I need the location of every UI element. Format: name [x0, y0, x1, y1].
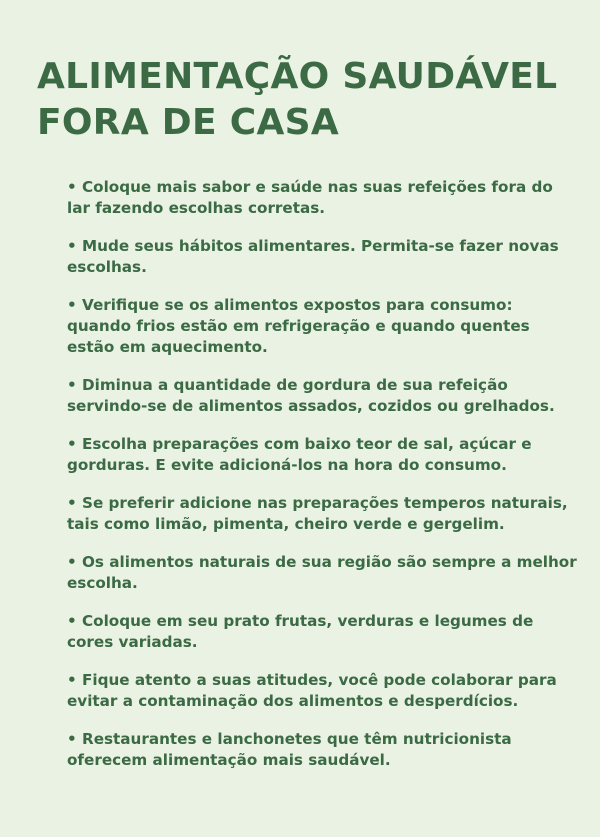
list-item — [67, 295, 577, 358]
bullet-marker: • — [67, 237, 77, 255]
bullet-marker: • — [67, 296, 77, 314]
list-item — [67, 611, 577, 653]
list-item — [67, 670, 577, 712]
list-item-text: Diminua a quantidade de gordura de sua refeição servindo-se de alimentos assados, cozidos ou grelhados. — [67, 376, 555, 415]
list-item — [67, 729, 577, 771]
list-item-text: Restaurantes e lanchonetes que têm nutricionista oferecem alimentação mais saudável. — [67, 730, 512, 769]
list-item-text: Fique atento a suas atitudes, você pode colaborar para evitar a contaminação dos alimentos e desperdícios. — [67, 671, 557, 710]
list-item-text: Verifique se os alimentos expostos para consumo: quando frios estão em refrigeração e quando quentes estão em aquecimento. — [67, 296, 530, 356]
list-item-text: Se preferir adicione nas preparações temperos naturais, tais como limão, pimenta, cheiro verde e gergelim. — [67, 494, 568, 533]
bullet-marker: • — [67, 612, 77, 630]
list-item — [67, 236, 577, 278]
title-line-1: ALIMENTAÇÃO SAUDÁVEL — [37, 56, 558, 97]
list-item — [67, 434, 577, 476]
bullet-marker: • — [67, 178, 77, 196]
bullet-marker: • — [67, 671, 77, 689]
page-title — [37, 54, 570, 146]
list-item-text: Coloque mais sabor e saúde nas suas refeições fora do lar fazendo escolhas corretas. — [67, 178, 553, 217]
list-item — [67, 177, 577, 219]
bullet-marker: • — [67, 435, 77, 453]
list-item-text: Coloque em seu prato frutas, verduras e legumes de cores variadas. — [67, 612, 534, 651]
list-item — [67, 552, 577, 594]
list-item — [67, 493, 577, 535]
title-line-2: FORA DE CASA — [37, 102, 339, 143]
bullet-marker: • — [67, 376, 77, 394]
list-item-text: Escolha preparações com baixo teor de sal, açúcar e gorduras. E evite adicioná-los na hora do consumo. — [67, 435, 532, 474]
list-item — [67, 375, 577, 417]
bullet-marker: • — [67, 494, 77, 512]
bullet-marker: • — [67, 730, 77, 748]
list-item-text: Mude seus hábitos alimentares. Permita-se fazer novas escolhas. — [67, 237, 559, 276]
list-item-text: Os alimentos naturais de sua região são sempre a melhor escolha. — [67, 553, 577, 592]
tips-list — [67, 177, 577, 771]
bullet-marker: • — [67, 553, 77, 571]
